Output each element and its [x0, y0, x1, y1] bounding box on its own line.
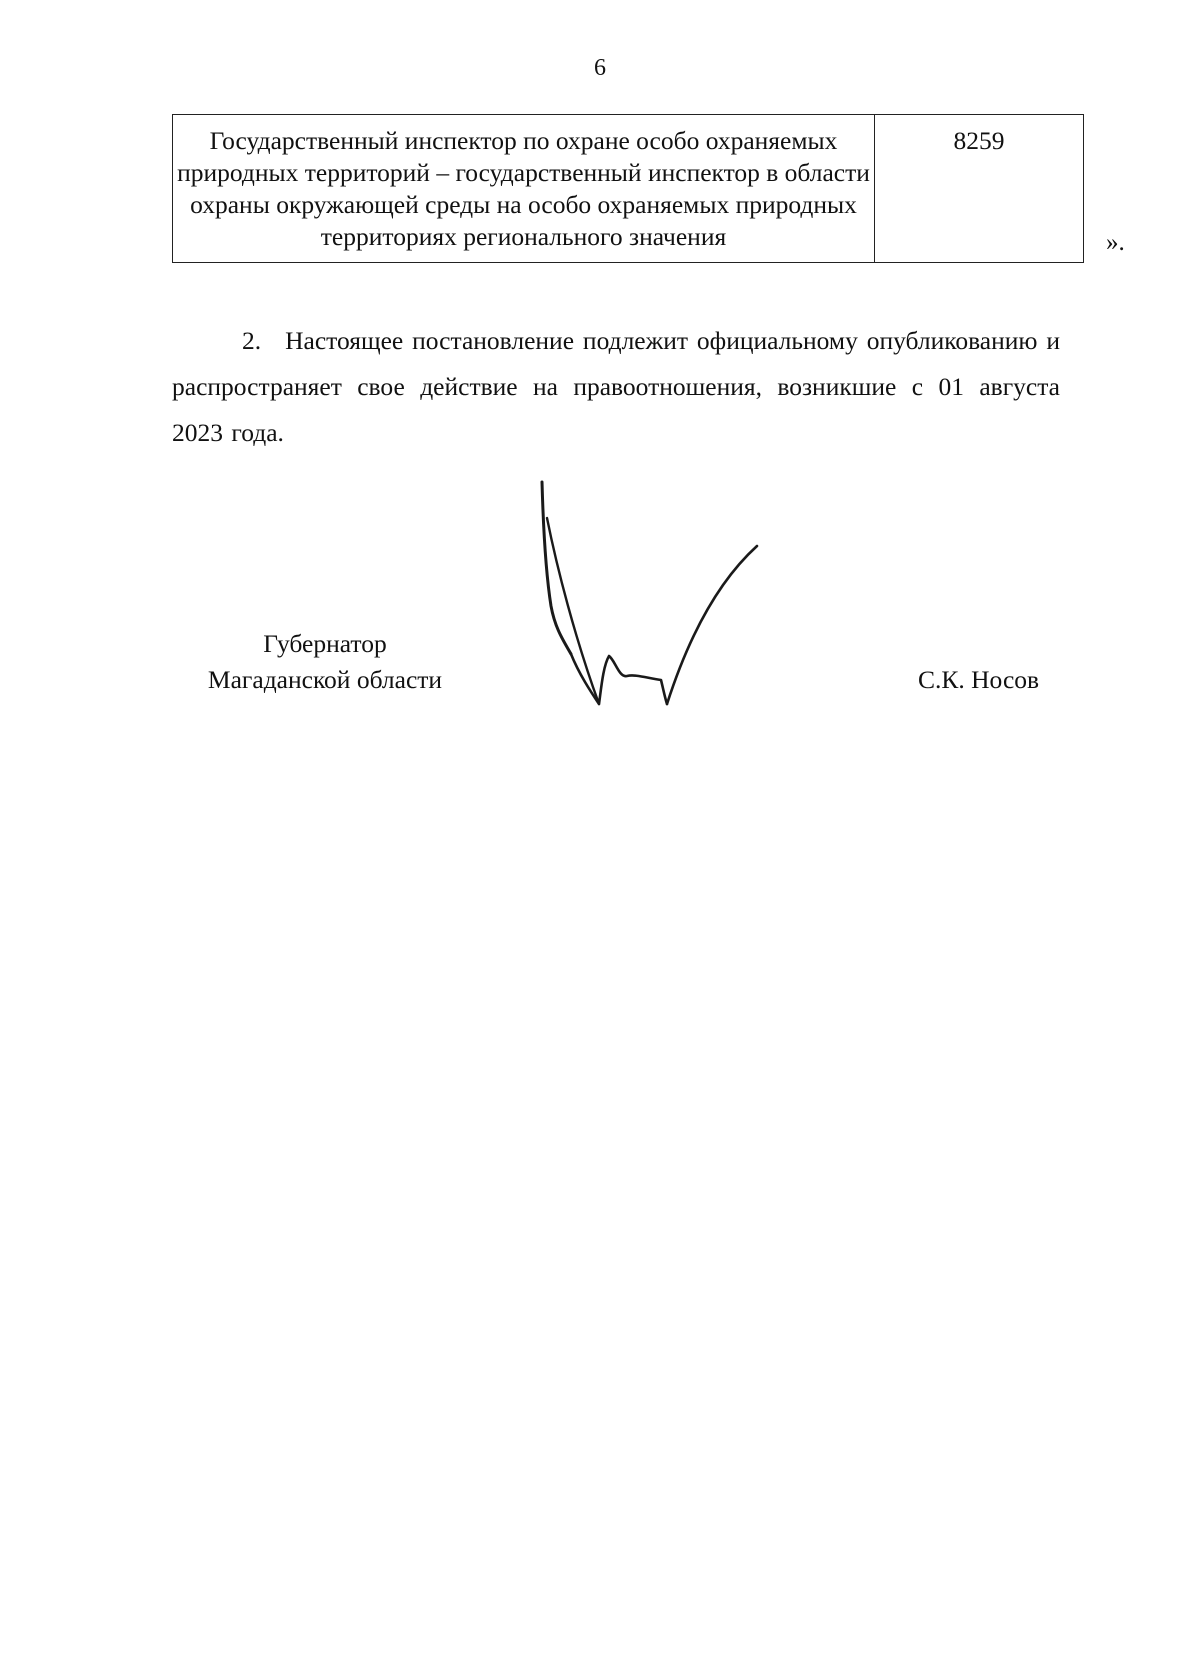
closing-quote: ». — [1106, 229, 1125, 256]
position-cell: Государственный инспектор по охране особо охраняемых природных территорий – государственный инспектор в области охраны окружающей среды на особо охраняемых природных территориях регионального значения — [173, 115, 875, 263]
signer-title-line-2: Магаданской области — [207, 665, 443, 694]
page-number: 6 — [594, 55, 606, 81]
salary-table — [172, 114, 1084, 263]
signer-title — [175, 626, 475, 698]
salary-cell: 8259 — [875, 115, 1084, 263]
clause-text: Настоящее постановление подлежит официальному опубликованию и распространяет свое действие на правоотношения, возникшие с 01 августа 2023 года. — [172, 326, 1060, 447]
clause-paragraph — [172, 318, 1060, 456]
table-row — [173, 115, 1084, 263]
signer-title-line-1: Губернатор — [263, 629, 387, 658]
clause-number: 2. — [242, 326, 262, 355]
signer-name: С.К. Носов — [918, 665, 1040, 694]
handwritten-signature — [535, 478, 795, 738]
